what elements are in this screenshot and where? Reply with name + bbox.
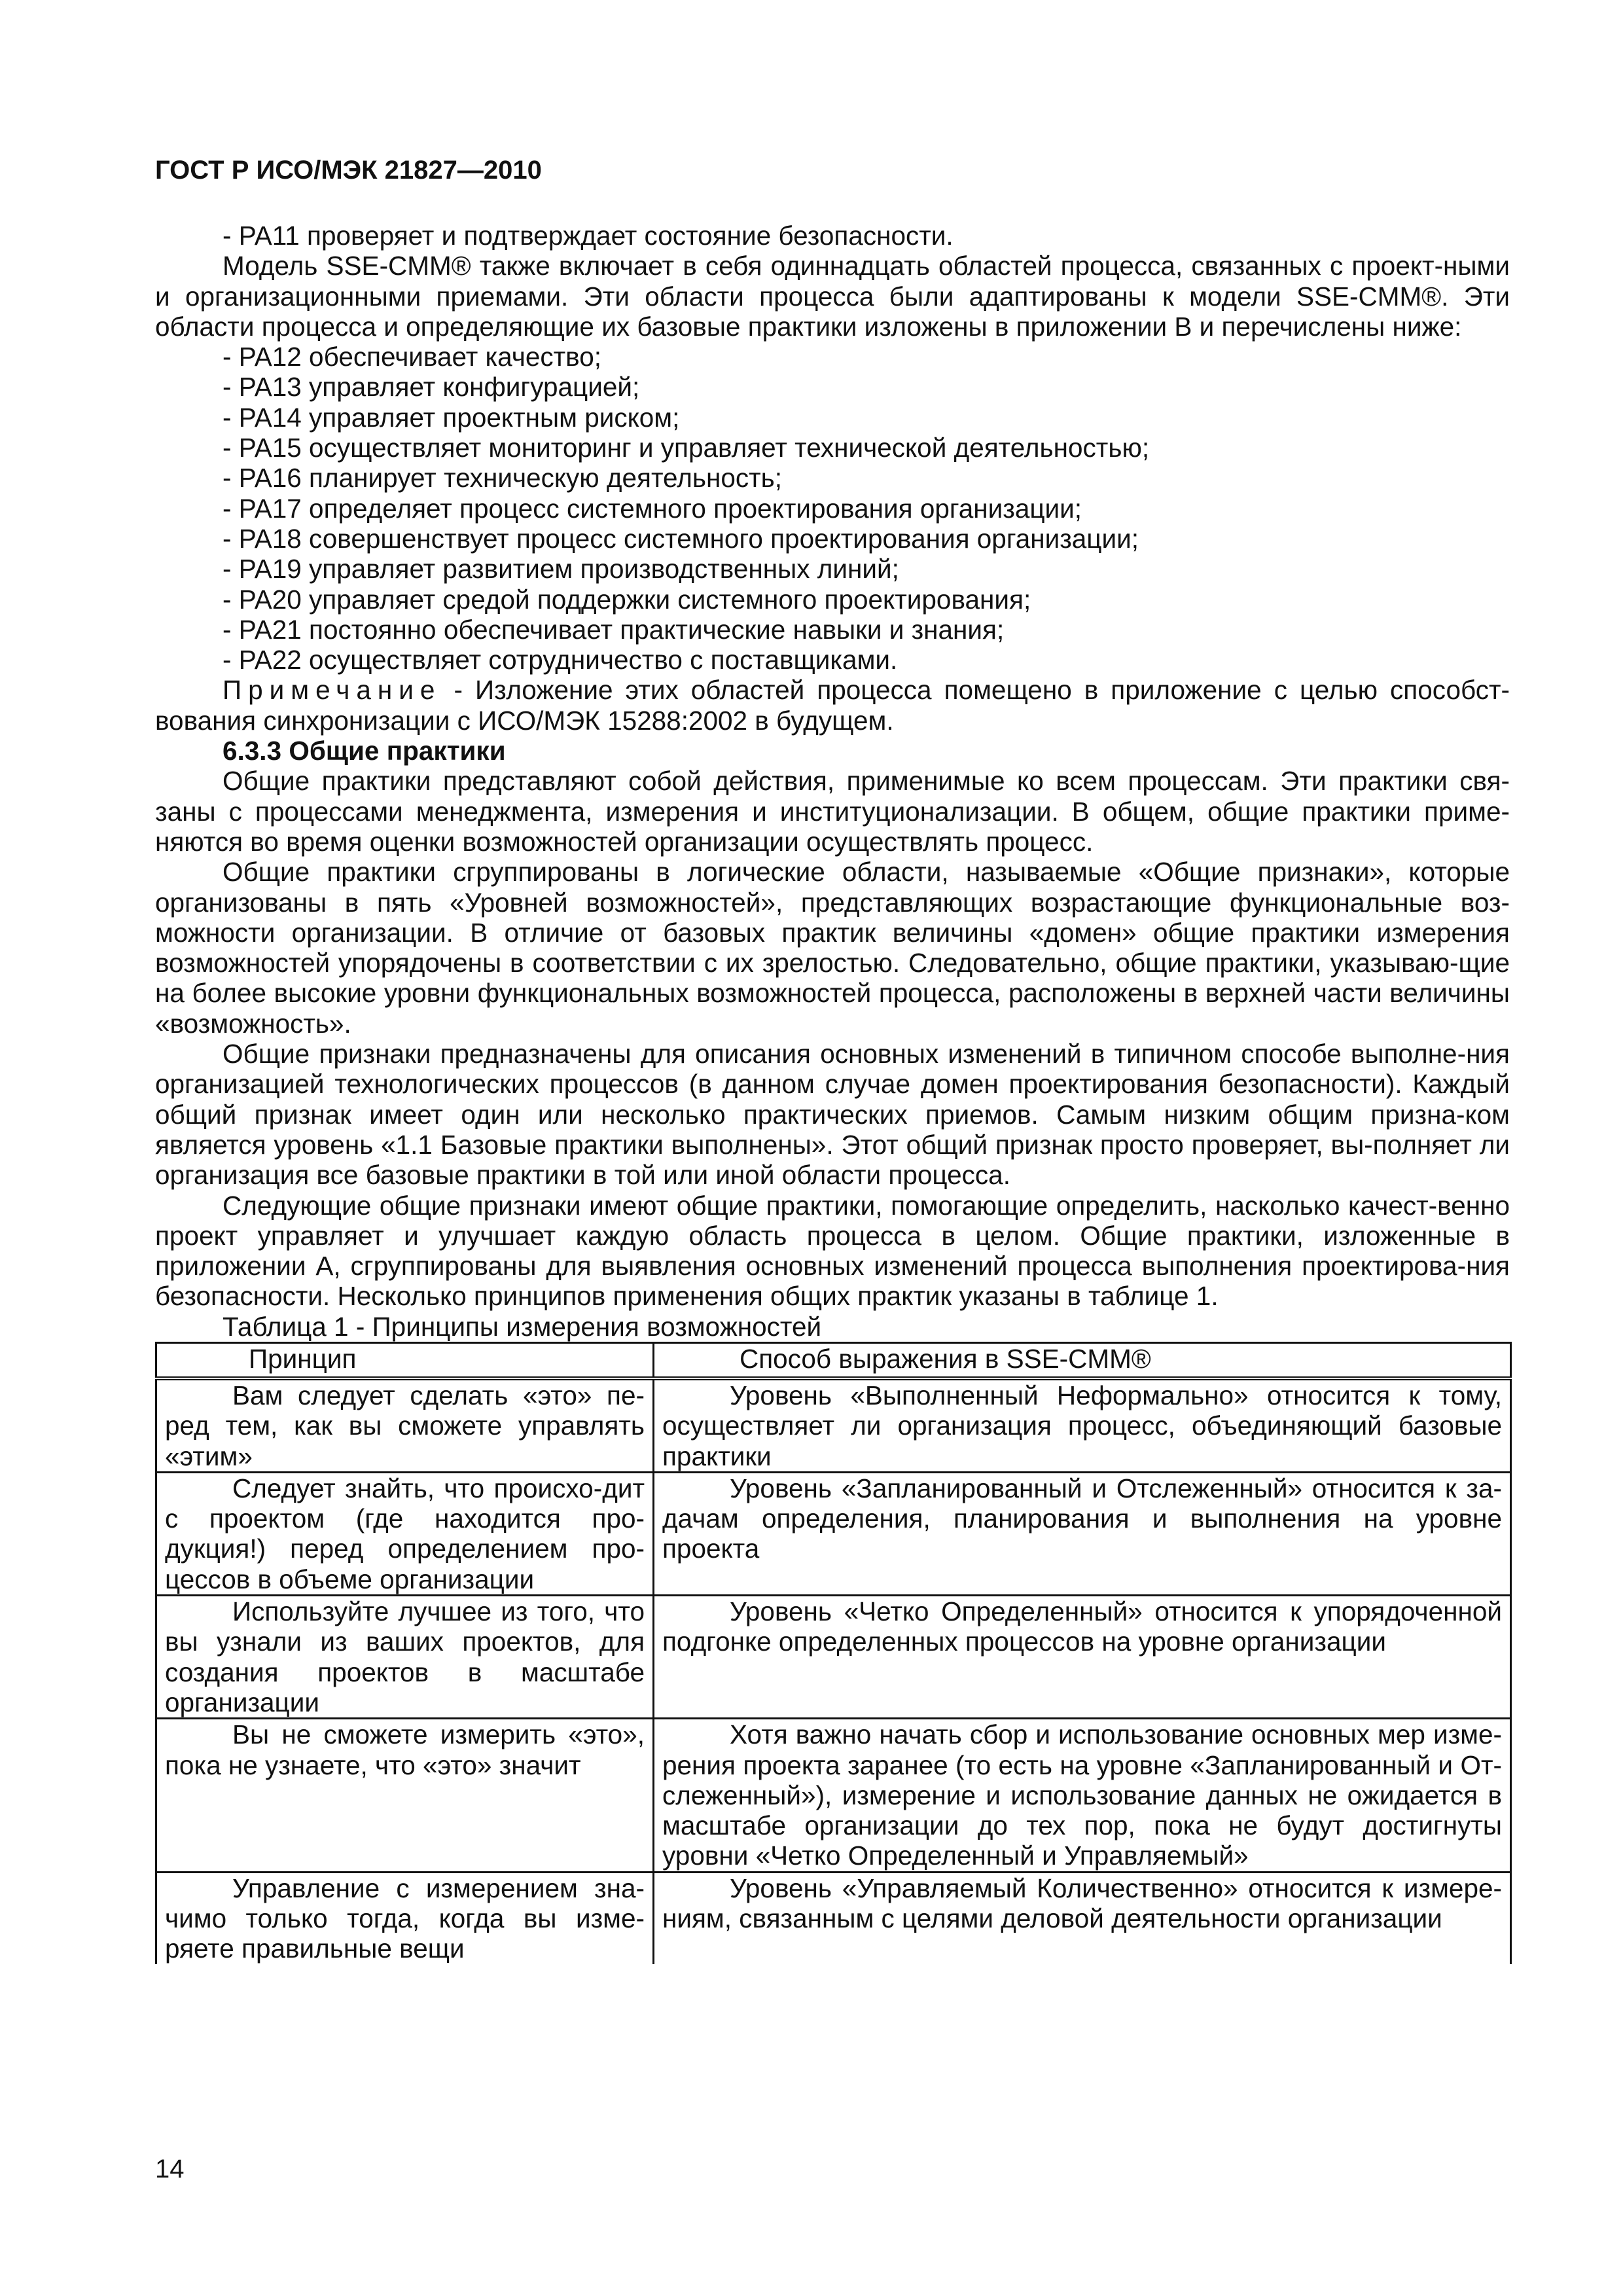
table-header-row [156, 1342, 1511, 1378]
page-number: 14 [155, 2155, 185, 2183]
document-body [155, 221, 1510, 1964]
expression-cell: Уровень «Четко Определенный» относится к упорядоченной подгонке определенных процессов на уровне организации [654, 1596, 1511, 1719]
table-row [156, 1719, 1511, 1872]
principle-cell: Вам следует сделать «это» пе-ред тем, как вы сможете управлять «этим» [156, 1378, 654, 1472]
list-item: - PA19 управляет развитием производственных линий; [223, 554, 899, 584]
note-text: - Изложение этих областей процесса помещено в приложение с целью способст-вования синхронизации с ИСО/МЭК 15288:2002 в будущем. [155, 675, 1510, 736]
section-paragraph: Общие практики представляют собой действия, применимые ко всем процессам. Эти практики свя-заны с процессами менеджмента, измерения и институционализации. В общем, общие практики приме-няются во время оценки возможностей организации осуществлять процесс. [155, 766, 1510, 857]
column-header-principle: Принцип [156, 1342, 654, 1378]
list-item: - PA22 осуществляет сотрудничество с поставщиками. [223, 645, 898, 675]
expression-cell: Хотя важно начать сбор и использование основных мер изме-рения проекта заранее (то есть на уровне «Запланированный и От-слеженный»), измерение и использование данных не ожидается в масштабе организации до тех пор, пока не будут достигнуты уровни «Четко Определенный и Управляемый» [654, 1719, 1511, 1872]
list-item: - PA18 совершенствует процесс системного проектирования организации; [223, 523, 1139, 554]
list-item: - PA12 обеспечивает качество; [223, 342, 602, 372]
list-item: - PA13 управляет конфигурацией; [223, 372, 640, 403]
table-row [156, 1872, 1511, 1964]
list-item-pa11: - PA11 проверяет и подтверждает состояние безопасности. [223, 221, 954, 251]
principles-table [155, 1342, 1512, 1964]
intro-paragraph: Модель SSE-CMM® также включает в себя одиннадцать областей процесса, связанных с проект-ными и организационными приемами. Эти области процесса были адаптированы к модели SSE-CMM®. Эти области процесса и определяющие их базовые практики изложены в приложении В и перечислены ниже: [155, 251, 1510, 342]
section-paragraph: Общие практики сгруппированы в логические области, называемые «Общие признаки», которые организованы в пять «Уровней возможностей», представляющих возрастающие функциональные воз-можности организации. В отличие от базовых практик величины «домен» общие практики измерения возможностей упорядочены в соответствии с их зрелостью. Следовательно, общие практики, указываю-щие на более высокие уровни функциональных возможностей процесса, расположены в верхней части величины «возможность». [155, 857, 1510, 1039]
principle-cell: Вы не сможете измерить «это», пока не узнаете, что «это» значит [156, 1719, 654, 1872]
standard-header: ГОСТ Р ИСО/МЭК 21827—2010 [155, 156, 542, 185]
table-row [156, 1472, 1511, 1595]
note-paragraph [155, 675, 1510, 736]
expression-cell: Уровень «Выполненный Неформально» относится к тому, осуществляет ли организация процесс, объединяющий базовые практики [654, 1378, 1511, 1472]
process-area-list [155, 342, 1510, 675]
expression-cell: Уровень «Запланированный и Отслеженный» относится к за-дачам определения, планирования и выполнения на уровне проекта [654, 1472, 1511, 1595]
table-caption: Таблица 1 - Принципы измерения возможностей [223, 1311, 822, 1342]
section-paragraph: Следующие общие признаки имеют общие практики, помогающие определить, насколько качест-венно проект управляет и улучшает каждую область процесса в целом. Общие практики, изложенные в приложении А, сгруппированы для выявления основных изменений процесса выполнения проектирова-ния безопасности. Несколько принципов применения общих практик указаны в таблице 1. [155, 1190, 1510, 1312]
list-item: - PA15 осуществляет мониторинг и управляет технической деятельностью; [223, 433, 1150, 463]
table-row [156, 1378, 1511, 1472]
list-item: - PA20 управляет средой поддержки системного проектирования; [223, 584, 1031, 615]
list-item: - PA14 управляет проектным риском; [223, 402, 680, 433]
section-paragraph: Общие признаки предназначены для описания основных изменений в типичном способе выполне-ния организацией технологических процессов (в данном случае домен проектирования безопасности). Каждый общий признак имеет один или несколько практических приемов. Самым низким общим призна-ком является уровень «1.1 Базовые практики выполнены». Этот общий признак просто проверяет, вы-полняет ли организация все базовые практики в той или иной области процесса. [155, 1039, 1510, 1191]
table-row [156, 1596, 1511, 1719]
list-item: - PA21 постоянно обеспечивает практические навыки и знания; [223, 614, 1005, 645]
expression-cell: Уровень «Управляемый Количественно» относится к измере-ниям, связанным с целями деловой деятельности организации [654, 1872, 1511, 1964]
principle-cell: Управление с измерением зна-чимо только тогда, когда вы изме-ряете правильные вещи [156, 1872, 654, 1964]
list-item: - PA16 планирует техническую деятельность; [223, 463, 783, 493]
section-title: 6.3.3 Общие практики [223, 736, 506, 766]
principle-cell: Следует знайть, что происхо-дит с проектом (где находится про-дукция!) перед определением про-цессов в объеме организации [156, 1472, 654, 1595]
list-item: - PA17 определяет процесс системного проектирования организации; [223, 493, 1082, 524]
column-header-expression: Способ выражения в SSE-CMM® [654, 1342, 1511, 1378]
note-label: Примечание [223, 675, 442, 706]
principle-cell: Используйте лучшее из того, что вы узнали из ваших проектов, для создания проектов в масштабе организации [156, 1596, 654, 1719]
